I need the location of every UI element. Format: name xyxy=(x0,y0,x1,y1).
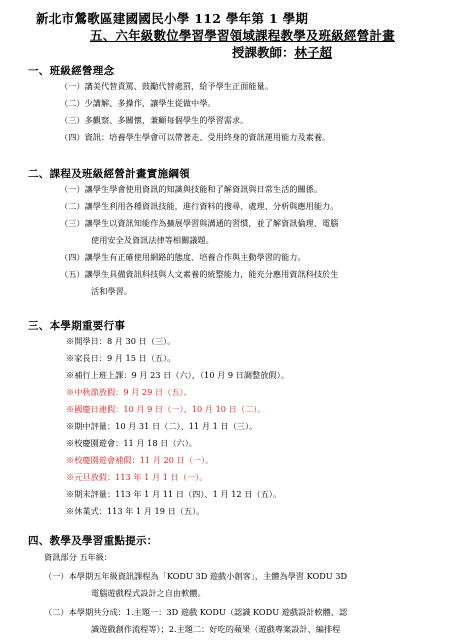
list-item: （四）讓學生有正確使用網路的態度、培養合作與主動學習的能力。 xyxy=(60,252,306,262)
list-item: （五）讓學生具備資訊科技與人文素養的統整能力，能充分應用資訊科技於生 xyxy=(60,269,339,279)
event-item-holiday: ※中秋節放假：9 月 29 日（五）。 xyxy=(66,387,192,397)
section-heading-philosophy: 一、班級經營理念 xyxy=(28,65,115,77)
subsection-label: 資訊部分 五年級： xyxy=(44,552,113,562)
section-heading-guidelines: 二、課程及班級經營計畫實施綱領 xyxy=(28,168,190,180)
event-item-holiday: ※元旦放假：113 年 1 月 1 日（一）。 xyxy=(66,472,208,482)
list-item: （二）少講解、多操作，讓學生從做中學。 xyxy=(60,98,216,108)
event-item: ※補行上班上課：9 月 23 日（六），（10 月 9 日調整放假）。 xyxy=(66,370,289,380)
list-item-continuation: 使用安全及資訊法律等相關議題。 xyxy=(91,235,214,245)
section-heading-events: 三、本學期重要行事 xyxy=(28,320,126,332)
event-item: ※家長日：9 月 15 日（五）。 xyxy=(66,353,176,363)
event-item: ※開學日：8 月 30 日（三）。 xyxy=(66,336,176,346)
list-item-continuation: 識遊戲創作流程等）；2.主題二：好吃的蘋果（遊戲專案設計、編排程 xyxy=(91,624,341,634)
event-item-holiday: ※校慶園遊會補假：11 月 20 日（一）。 xyxy=(66,455,214,465)
list-item-continuation: 活和學習。 xyxy=(91,286,132,296)
document-subtitle: 五、六年級數位學習學習領域課程教學及班級經營計畫 xyxy=(90,28,395,43)
section-heading-teaching-focus: 四、教學及學習重點提示： xyxy=(28,535,158,547)
teacher-label: 授課教師： xyxy=(232,45,295,60)
event-item: ※期中評量：10 月 31 日（二）、11 月 1 日（三）。 xyxy=(66,421,258,431)
list-item: （三）讓學生以資訊知能作為擴展學習與溝通的習慣，並了解資訊倫理、電腦 xyxy=(60,218,339,228)
list-item-continuation: 電腦遊戲程式設計之自由軟體。 xyxy=(91,588,206,598)
document-title: 新北市鶯歌區建國國民小學 112 學年第 1 學期 xyxy=(36,11,309,26)
event-item-holiday: ※國慶日連假：10 月 9 日（一）、10 月 10 日（二）。 xyxy=(66,404,266,414)
list-item: （一）本學期五年級資訊課程為「KODU 3D 遊戲小創客」，主體為學習 KODU 3D xyxy=(44,571,348,581)
list-item: （二）讓學生利用各種資訊技能，進行資料的搜尋、處理、分析與應用能力。 xyxy=(60,201,339,211)
event-item: ※校慶園遊會：11 月 18 日（六）。 xyxy=(66,438,197,448)
teacher-line xyxy=(232,43,332,61)
teacher-name: 林子超 xyxy=(294,45,333,60)
event-item: ※休業式：113 年 1 月 19 日（五）。 xyxy=(66,506,205,516)
list-item: （三）多觀察、多關懷，兼顧每個學生的學習需求。 xyxy=(60,115,249,125)
event-item: ※期末評量：113 年 1 月 11 日（四）、1 月 12 日（五）。 xyxy=(66,489,282,499)
list-item: （四）資訊：培養學生學會可以帶著走、受用終身的資訊運用能力及素養。 xyxy=(60,132,331,142)
list-item: （一）讓學生學會使用資訊的知識與技能和了解資訊與日常生活的關係。 xyxy=(60,184,323,194)
list-item: （一）講美代替責罵、鼓勵代替處罰，給予學生正面能量。 xyxy=(60,81,273,91)
list-item: （二）本學期共分成：1.主題一：3D 遊戲 KODU（認識 KODU 遊戲設計軟體、認 xyxy=(44,607,348,617)
